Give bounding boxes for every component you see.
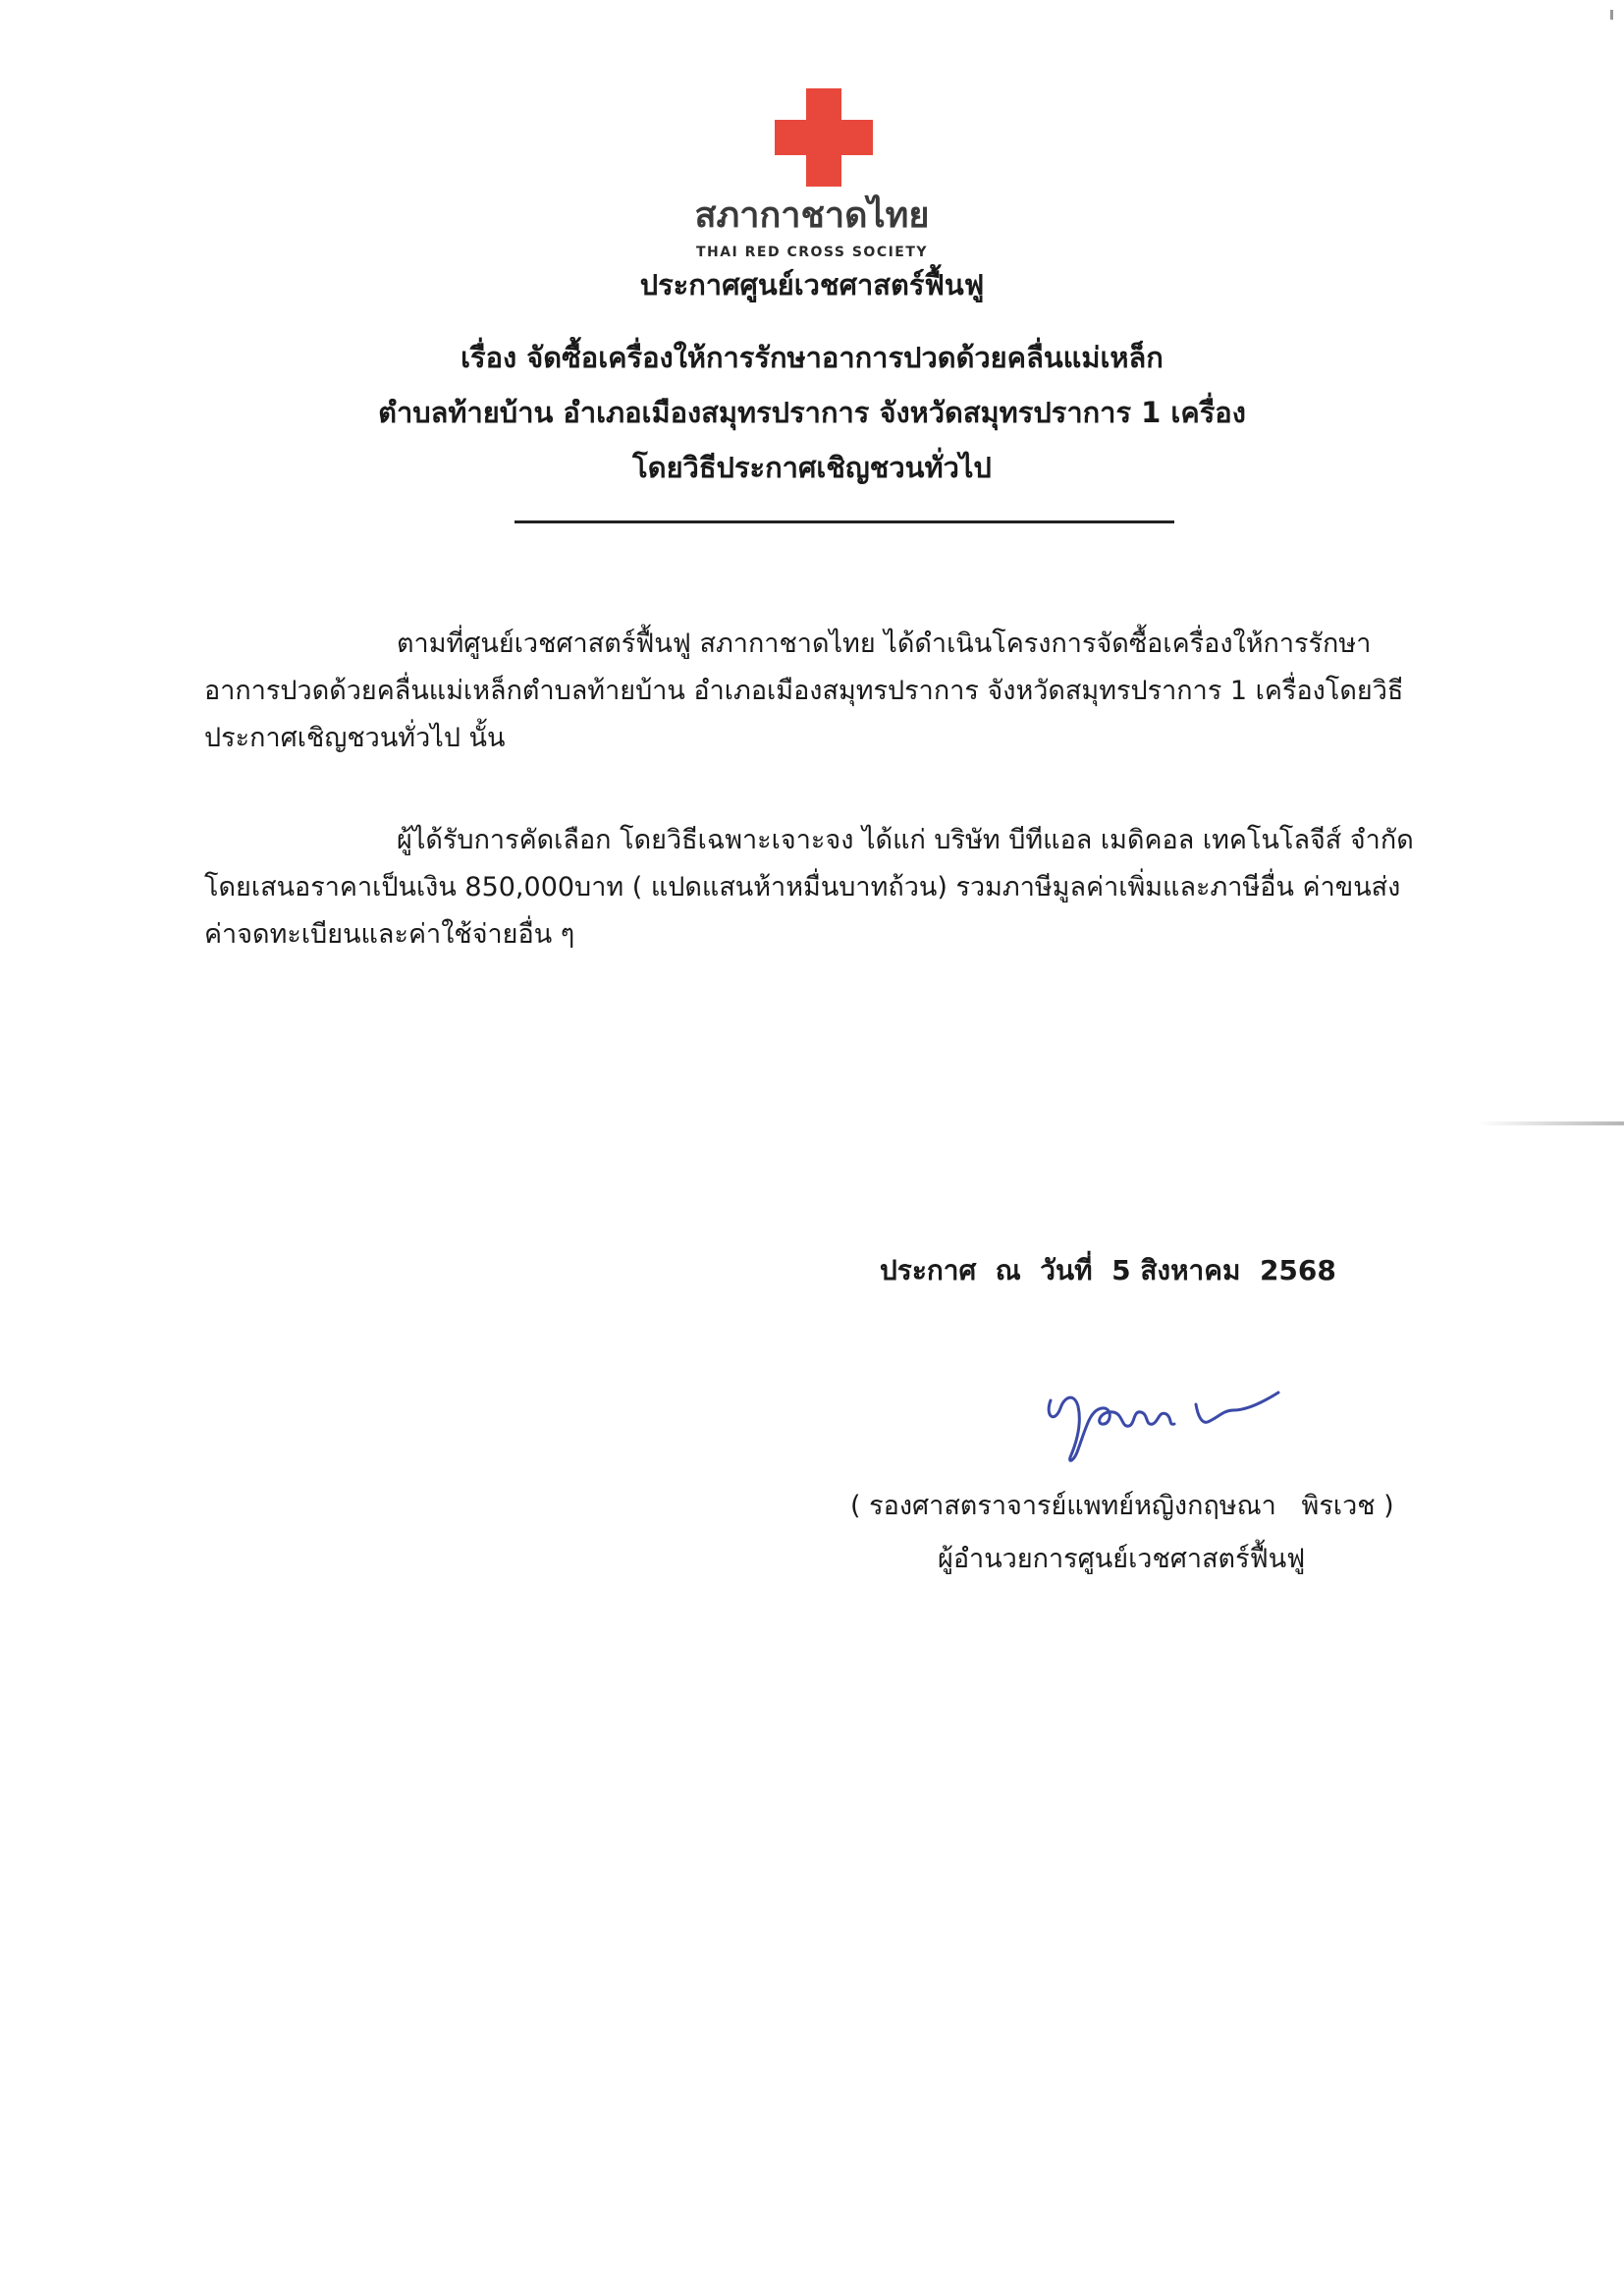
paragraph-2-line-3: ค่าจดทะเบียนและค่าใช้จ่ายอื่น ๆ: [204, 919, 575, 950]
scan-speck: [1610, 10, 1613, 20]
red-cross-icon: [775, 88, 873, 187]
body-paragraph-1: [204, 621, 1432, 762]
paragraph-2-line-2: โดยเสนอราคาเป็นเงิน 850,000บาท ( แปดแสนห้าหมื่นบาทถ้วน) รวมภาษีมูลค่าเพิ่มและภาษีอื่น ค่าขนส่ง: [204, 872, 1401, 902]
paragraph-1-line-3: ประกาศเชิญชวนทั่วไป นั้น: [204, 723, 506, 753]
signer-name: ( รองศาสตราจารย์แพทย์หญิงกฤษณา พิรเวช ): [850, 1491, 1394, 1521]
body-paragraph-2: [204, 817, 1432, 958]
org-name-thai: สภากาชาดไทย: [694, 195, 930, 236]
subject-line-3: โดยวิธีประกาศเชิญชวนทั่วไป: [632, 451, 992, 484]
heading-divider: [514, 520, 1174, 523]
handwritten-signature: [1031, 1367, 1286, 1475]
scan-artifact-line: [1478, 1121, 1624, 1125]
paragraph-1-line-2: อาการปวดด้วยคลื่นแม่เหล็กตำบลท้ายบ้าน อำเภอเมืองสมุทรปราการ จังหวัดสมุทรปราการ 1 เครื่องโดยวิธี: [204, 676, 1404, 706]
paragraph-2-line-1: ผู้ได้รับการคัดเลือก โดยวิธีเฉพาะเจาะจง ได้แก่ บริษัท บีทีแอล เมดิคอล เทคโนโลจีส์ จำกัด: [397, 825, 1414, 855]
department-heading: ประกาศศูนย์เวชศาสตร์ฟื้นฟู: [639, 268, 985, 301]
subject-line-1: เรื่อง จัดซื้อเครื่องให้การรักษาอาการปวดด้วยคลื่นแม่เหล็ก: [460, 341, 1164, 374]
signer-title: ผู้อำนวยการศูนย์เวชศาสตร์ฟื้นฟู: [938, 1544, 1306, 1574]
announcement-date: ประกาศ ณ วันที่ 5 สิงหาคม 2568: [880, 1254, 1336, 1286]
subject-line-2: ตำบลท้ายบ้าน อำเภอเมืองสมุทรปราการ จังหวัดสมุทรปราการ 1 เครื่อง: [378, 396, 1246, 429]
paragraph-1-line-1: ตามที่ศูนย์เวชศาสตร์ฟื้นฟู สภากาชาดไทย ได้ดำเนินโครงการจัดซื้อเครื่องให้การรักษา: [397, 629, 1372, 659]
org-name-english: THAI RED CROSS SOCIETY: [695, 245, 929, 260]
red-cross-horizontal-bar: [775, 120, 873, 155]
